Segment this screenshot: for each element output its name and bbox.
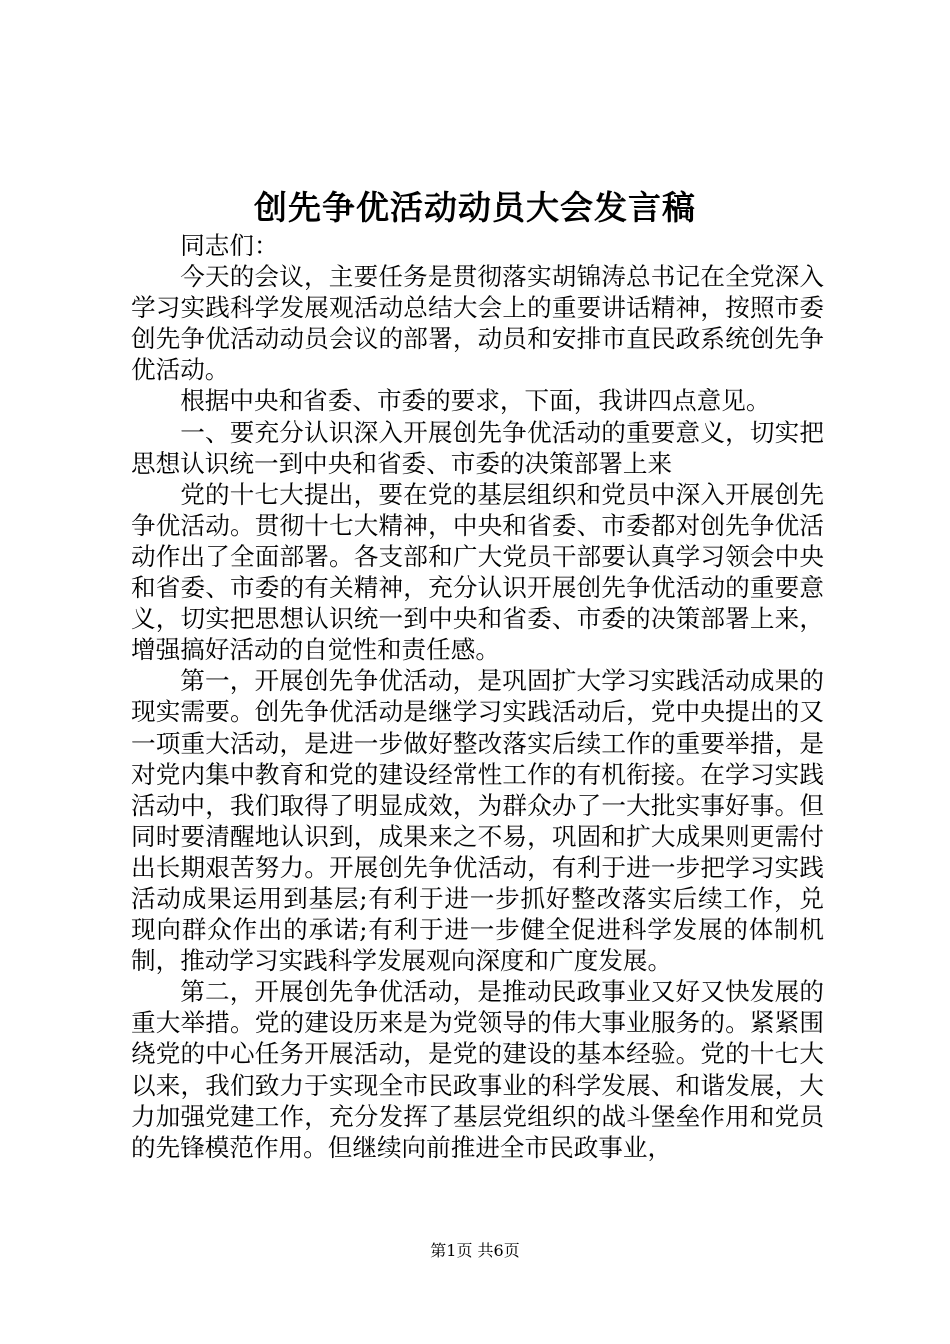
intro-paragraph: 今天的会议，主要任务是贯彻落实胡锦涛总书记在全党深入学习实践科学发展观活动总结大会上的重要讲话精神，按照市委创先争优活动动员会议的部署，动员和安排市直民政系统创先争优活动。 xyxy=(131,262,824,385)
body-paragraph: 第一，开展创先争优活动，是巩固扩大学习实践活动成果的现实需要。创先争优活动是继学习实践活动后，党中央提出的又一项重大活动，是进一步做好整改落实后续工作的重要举措，是对党内集中教育和党的建设经常性工作的有机衔接。在学习实践活动中，我们取得了明显成效，为群众办了一大批实事好事。但同时要清醒地认识到，成果来之不易，巩固和扩大成果则更需付出长期艰苦努力。开展创先争优活动，有利于进一步把学习实践活动成果运用到基层;有利于进一步抓好整改落实后续工作，兑现向群众作出的承诺;有利于进一步健全促进科学发展的体制机制，推动学习实践科学发展观向深度和广度发展。 xyxy=(131,666,824,976)
page-footer: 第1页 共6页 xyxy=(430,1241,520,1260)
salutation-paragraph: 同志们： xyxy=(180,231,279,260)
section-heading-1: 一、要充分认识深入开展创先争优活动的重要意义，切实把思想认识统一到中央和省委、市委的决策部署上来 xyxy=(131,417,824,478)
body-paragraph: 第二，开展创先争优活动，是推动民政事业又好又快发展的重大举措。党的建设历来是为党领导的伟大事业服务的。紧紧围绕党的中心任务开展活动，是党的建设的基本经验。党的十七大以来，我们致力于实现全市民政事业的科学发展、和谐发展，大力加强党建工作，充分发挥了基层党组织的战斗堡垒作用和党员的先锋模范作用。但继续向前推进全市民政事业， xyxy=(131,977,824,1162)
document-title: 创先争优活动动员大会发言稿 xyxy=(254,188,696,227)
document-body xyxy=(131,230,824,1163)
outline-paragraph: 根据中央和省委、市委的要求，下面，我讲四点意见。 xyxy=(180,386,771,416)
body-paragraph: 党的十七大提出，要在党的基层组织和党员中深入开展创先争优活动。贯彻十七大精神，中央和省委、市委都对创先争优活动作出了全面部署。各支部和广大党员干部要认真学习领会中央和省委、市委的有关精神，充分认识开展创先争优活动的重要意义，切实把思想认识统一到中央和省委、市委的决策部署上来，增强搞好活动的自觉性和责任感。 xyxy=(131,479,824,665)
